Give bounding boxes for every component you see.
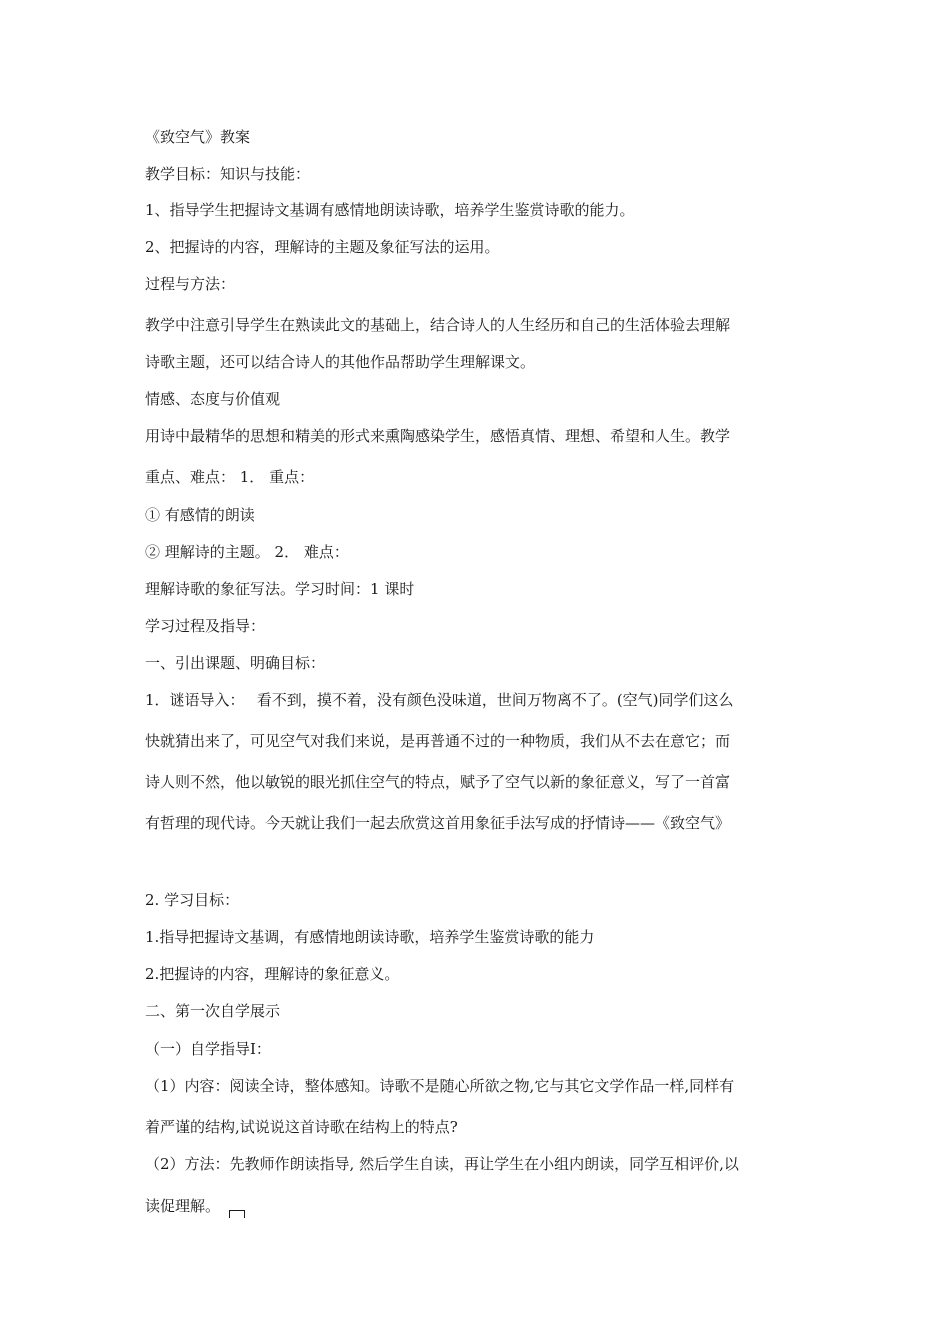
text-line: 2. 学习目标： bbox=[145, 891, 240, 909]
text-line: 教学中注意引导学生在熟读此文的基础上，结合诗人的人生经历和自己的生活体验去理解 bbox=[145, 316, 731, 334]
text-line: 理解诗歌的象征写法。学习时间：1 课时 bbox=[145, 580, 415, 598]
text-line: 诗人则不然，他以敏锐的眼光抓住空气的特点，赋予了空气以新的象征意义，写了一首富 bbox=[145, 773, 731, 791]
text-line: 情感、态度与价值观 bbox=[145, 390, 281, 408]
text-line: ② 理解诗的主题。 2． 难点： bbox=[145, 543, 349, 561]
text-line: 读促理解。 bbox=[145, 1197, 221, 1215]
text-line: 2.把握诗的内容，理解诗的象征意义。 bbox=[145, 965, 400, 983]
text-line: 教学目标：知识与技能： bbox=[145, 165, 311, 183]
text-line: 一、引出课题、明确目标： bbox=[145, 654, 326, 672]
text-line: 用诗中最精华的思想和精美的形式来熏陶感染学生，感悟真情、理想、希望和人生。教学 bbox=[145, 427, 731, 445]
text-line: 1、指导学生把握诗文基调有感情地朗读诗歌，培养学生鉴赏诗歌的能力。 bbox=[145, 201, 635, 219]
text-line: 着严谨的结构,试说说这首诗歌在结构上的特点? bbox=[145, 1118, 458, 1136]
text-line: （2）方法：先教师作朗读指导, 然后学生自读，再让学生在小组内朗读，同学互相评价,以 bbox=[145, 1155, 739, 1173]
text-line: ① 有感情的朗读 bbox=[145, 506, 255, 524]
text-line: 重点、难点： 1． 重点： bbox=[145, 468, 315, 486]
bracket-mark-icon bbox=[229, 1210, 245, 1218]
text-line: 2、把握诗的内容，理解诗的主题及象征写法的运用。 bbox=[145, 238, 500, 256]
text-line: （一）自学指导Ⅰ： bbox=[145, 1040, 271, 1058]
text-line: 二、第一次自学展示 bbox=[145, 1002, 281, 1020]
text-line: 1．谜语导入： 看不到，摸不着，没有颜色没味道，世间万物离不了。(空气)同学们这么 bbox=[145, 691, 734, 709]
text-line: 学习过程及指导： bbox=[145, 617, 266, 635]
text-line: 过程与方法： bbox=[145, 275, 236, 293]
text-line: 诗歌主题，还可以结合诗人的其他作品帮助学生理解课文。 bbox=[145, 353, 536, 371]
text-line: （1）内容：阅读全诗，整体感知。诗歌不是随心所欲之物,它与其它文学作品一样,同样有 bbox=[145, 1077, 735, 1095]
text-line: 快就猜出来了，可见空气对我们来说，是再普通不过的一种物质，我们从不去在意它；而 bbox=[145, 732, 731, 750]
doc-title: 《致空气》教案 bbox=[145, 128, 251, 146]
text-line: 有哲理的现代诗。今天就让我们一起去欣赏这首用象征手法写成的抒情诗——《致空气》 bbox=[145, 814, 731, 832]
text-line: 1.指导把握诗文基调，有感情地朗读诗歌，培养学生鉴赏诗歌的能力 bbox=[145, 928, 595, 946]
